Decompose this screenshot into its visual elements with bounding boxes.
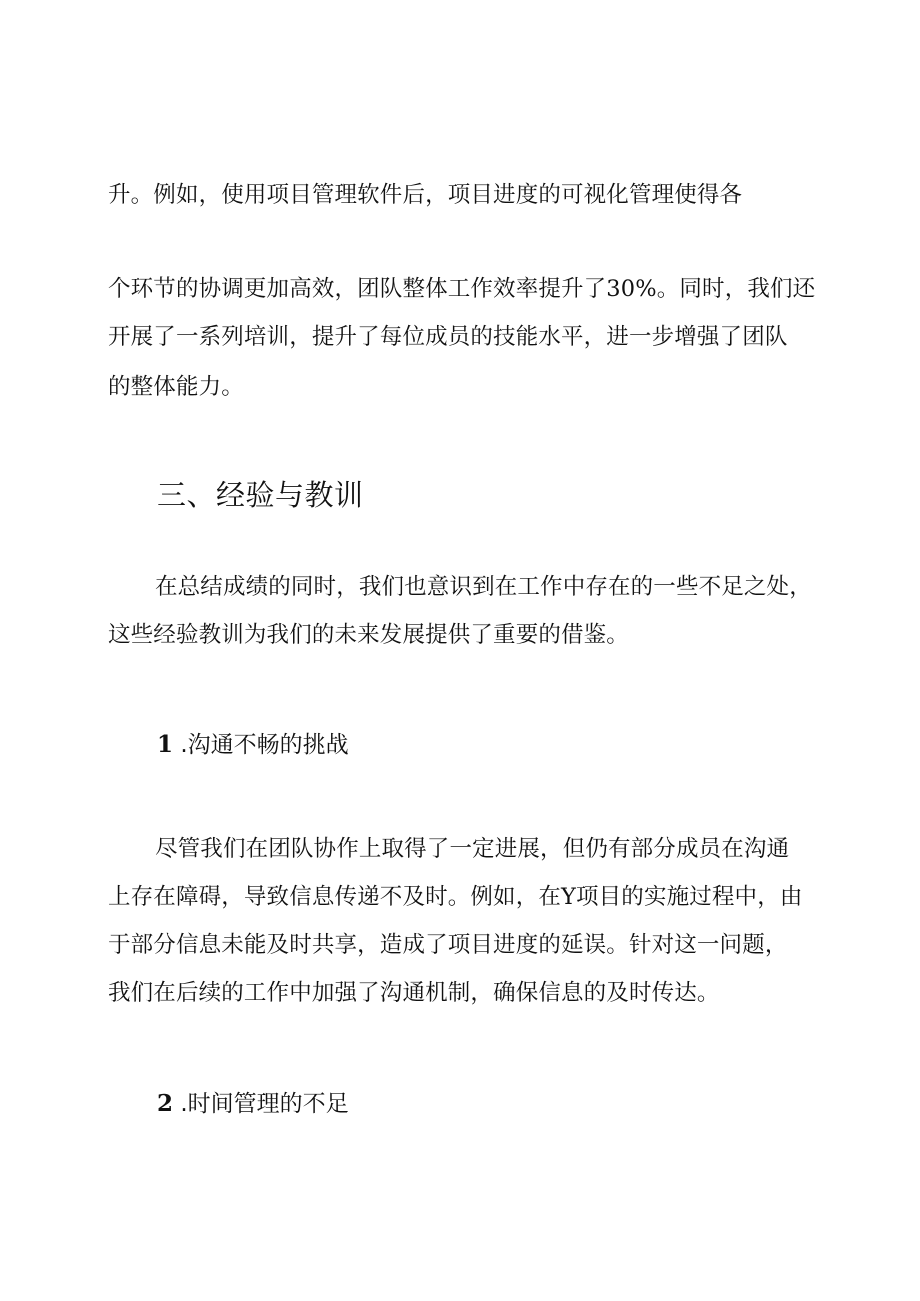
subsection-title: .时间管理的不足 [180,1091,349,1117]
paragraph-line: 开展了一系列培训，提升了每位成员的技能水平，进一步增强了团队 [108,324,788,350]
subsection-number: 2 [157,1090,174,1117]
paragraph-line: 我们在后续的工作中加强了沟通机制，确保信息的及时传达。 [108,980,720,1006]
paragraph-line: 这些经验教训为我们的未来发展提供了重要的借鉴。 [108,622,629,648]
paragraph-line: 上存在障碍，导致信息传递不及时。例如，在Y项目的实施过程中，由 [108,884,803,910]
subsection-heading-1 [157,730,349,760]
subsection-number: 1 [157,731,174,758]
subsection-title: .沟通不畅的挑战 [180,732,349,758]
section-title: 三、经验与教训 [157,478,364,512]
paragraph-line: 尽管我们在团队协作上取得了一定进展，但仍有部分成员在沟通 [155,836,790,862]
paragraph-line: 在总结成绩的同时，我们也意识到在工作中存在的一些不足之处， [155,574,812,600]
paragraph-line: 升。例如，使用项目管理软件后，项目进度的可视化管理使得各 [108,182,743,208]
paragraph-line: 于部分信息未能及时共享，造成了项目进度的延误。针对这一问题， [108,932,788,958]
paragraph-line: 个环节的协调更加高效，团队整体工作效率提升了30%。同时，我们还 [108,276,816,302]
paragraph-line: 的整体能力。 [108,374,244,400]
subsection-heading-2 [157,1089,349,1119]
